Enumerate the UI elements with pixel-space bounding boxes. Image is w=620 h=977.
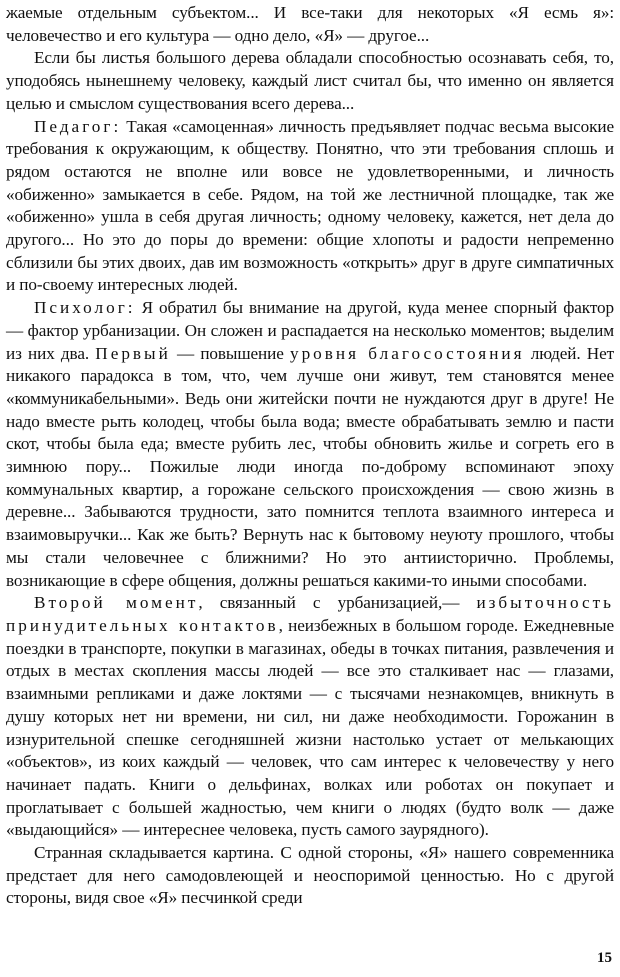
- paragraph-5-text-a: , связанный с урбанизацией,—: [198, 593, 477, 613]
- paragraph-2-text: Если бы листья большого дерева обладали способностью осознавать себя, то, уподобясь нынешнему человеку, каждый лист считал бы, что именно он является целью и смыслом существования всего дерева...: [6, 48, 614, 113]
- paragraph-6-text: Странная складывается картина. С одной стороны, «Я» нашего современника предстает для него самодовлеющей и неоспоримой ценностью. Но с другой стороны, видя свое «Я» песчинкой среди: [6, 843, 614, 908]
- paragraph-1: [6, 2, 614, 47]
- paragraph-3-text: Такая «самоценная» личность предъявляет подчас весьма высокие требования к окружающим, к обществу. Понятно, что эти требования сплошь и рядом остаются не вполне или вовсе не удовлетворенными, и личность «обиженно» замыкается в себе. Рядом, на той же лестничной площадке, так же «обиженно» ушла в себя другая личность; одному человеку, кажется, нет дела до другого... Но это до поры до времени: общие хлопоты и радости непременно сблизили бы этих двоих, дав им возможность «открыть» друг в друге симпатичных и по-своему интересных людей.: [6, 116, 614, 295]
- paragraph-1-text: жаемые отдельным субъектом... И все-таки для некоторых «Я есмь я»: человечество и его культура — одно дело, «Я» — другое...: [6, 3, 614, 45]
- paragraph-4-text-b: — повышение: [170, 343, 290, 363]
- speaker-teacher: Педагог:: [34, 116, 122, 136]
- paragraph-5-text-b: , неизбежных в большом городе. Ежедневные поездки в транспорте, покупки в магазинах, обеды в точках питания, развлечения и отдых в местах скопления массы людей — все это сталкивает нас — глазами, взаимными репликами и даже локтями — с тысячами незнакомцев, вникнуть в душу которых нет ни времени, ни сил, ни даже необходимости. Горожанин в изнурительной спешке сегодняшней жизни настолько устает от мелькающих «объектов», из коих каждый — человек, что сам интерес к человечеству у него начинает падать. Книги о дельфинах, волках или роботах он покупает и проглатывает с большей жадностью, чем книги о людях (будто волк — даже «выдающийся» — интереснее человека, пусть самого заурядного).: [6, 615, 614, 840]
- paragraph-2: [6, 47, 614, 115]
- paragraph-3: [6, 116, 614, 298]
- paragraph-5: [6, 592, 614, 842]
- paragraph-6: [6, 842, 614, 910]
- paragraph-4: [6, 297, 614, 592]
- emphasis-excess-contacts: избыточность принудительных контактов: [6, 593, 614, 635]
- paragraph-4-text-c: людей. Нет никакого парадокса в том, что, чем лучше они живут, тем становятся менее «коммуникабельными». Ведь они житейски почти не нуждаются друг в друге! Не надо вместе рыть колодец, чтобы была вода; вместе обрабатывать землю и пасти скот, чтобы была еда; вместе рубить лес, чтобы обновить жилье и согреть его в зимнюю пору... Пожилые люди иногда по-доброму вспоминают эпоху коммунальных квартир, а горожане сельского происхождения — свою жизнь в деревне... Забываются трудности, зато помнится теплота взаимного интереса и взаимовыручки... Как же быть? Вернуть нас к бытовому неуюту прошлого, чтобы мы стали человечнее с ближними? Но это антиисторично. Проблемы, возникающие в сфере общения, должны решаться какими-то иными способами.: [6, 343, 615, 590]
- page-number: 15: [597, 950, 612, 966]
- speaker-psychologist: Психолог:: [34, 298, 136, 318]
- emphasis-first: Первый: [95, 343, 171, 363]
- emphasis-welfare-level: уровня благосостояния: [289, 343, 525, 363]
- emphasis-second-moment: Второй момент: [34, 593, 199, 613]
- paragraph-4-text-a: Я обратил бы внимание на другой, куда менее спорный фактор — фактор урбанизации. Он сложен и распадается на несколько моментов; выделим из них два.: [6, 298, 614, 363]
- page-text: [6, 2, 614, 910]
